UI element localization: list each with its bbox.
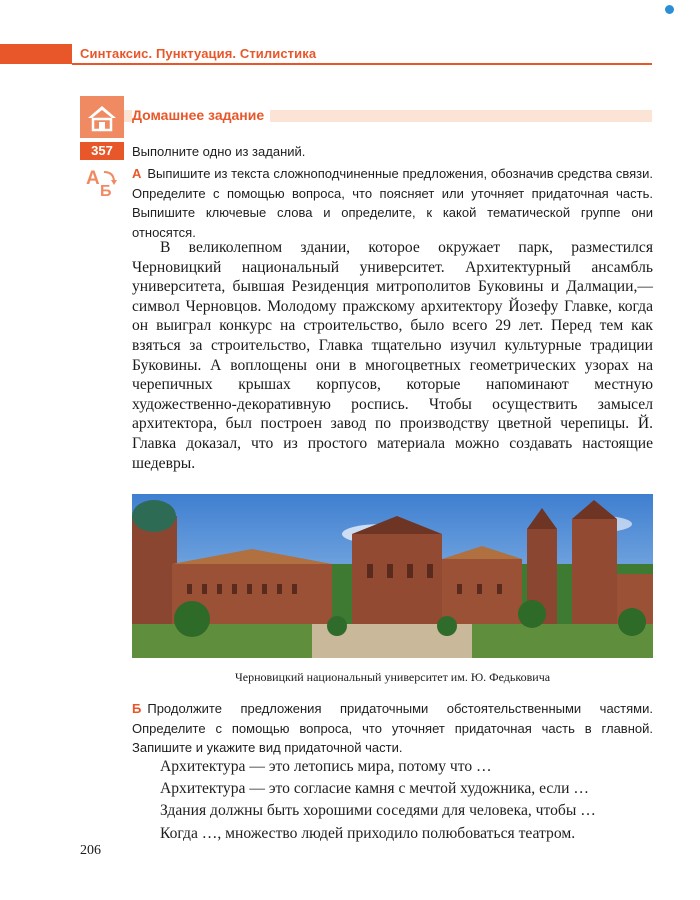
home-icon bbox=[80, 96, 124, 138]
photo-caption: Черновицкий национальный университет им. Ю. Федьковича bbox=[234, 670, 551, 684]
task-a-letter: А bbox=[132, 166, 142, 181]
quote-list bbox=[160, 756, 655, 845]
homework-title: Домашнее задание bbox=[132, 107, 270, 123]
svg-text:А: А bbox=[86, 168, 100, 189]
abc-icon bbox=[84, 166, 122, 200]
quote-item: Когда …, множество людей приходило полюбоваться театром. bbox=[160, 824, 576, 842]
task-b bbox=[132, 699, 653, 758]
section-underline bbox=[72, 63, 652, 65]
task-a-text: Выпишите из текста сложноподчиненные предложения, обозначив средства связи. Определите с помощью вопроса, что поясняет или уточняет придаточная часть. Выпишите ключевые слова и определите, к какой тематической группе они относятся. bbox=[132, 166, 653, 240]
task-a bbox=[132, 164, 653, 242]
task-b-text: Продолжите предложения придаточными обстоятельственными частями. Определите с помощью вопроса, что уточняет придаточная часть в главной. Запишите и укажите вид придаточной части. bbox=[132, 701, 653, 755]
page-number: 206 bbox=[80, 843, 101, 858]
university-photo bbox=[132, 494, 653, 658]
quote-item: Архитектура — это летопись мира, потому что … bbox=[160, 758, 492, 775]
section-header-accent bbox=[0, 44, 72, 64]
task-number: 357 bbox=[80, 142, 124, 160]
quote-item: Архитектура — это согласие камня с мечтой художника, если … bbox=[160, 780, 589, 798]
svg-text:Б: Б bbox=[100, 183, 112, 200]
quote-item: Здания должны быть хорошими соседями для человека, чтобы … bbox=[160, 802, 596, 820]
reading-passage: В великолепном здании, которое окружает парк, разместился Черновицкий национальный университет. Архитектурный ансамбль университета, бывшая Резиденция митрополитов Буковины и Далмации,— символ Черновцов. Молодому пражскому архитектору Йозефу Главке, когда он выиграл конкурс на строительство, было всего 29 лет. Перед тем как взяться за строительство, Главка тщательно изучил культурные традиции Буковины. А воплощены они в многоцветных геометрических узорах на черепичных крышах корпусов, которые напоминают местную художественно-декоративную роспись. Чтобы осуществить замысел архитектора, был построен завод по производству цветной черепицы. Й. Главка доказал, что из простого материала можно создавать настоящие шедевры. bbox=[132, 239, 653, 472]
task-intro: Выполните одно из заданий. bbox=[132, 144, 306, 159]
publisher-logo-icon bbox=[665, 3, 695, 15]
task-b-letter: Б bbox=[132, 701, 142, 716]
section-title: Синтаксис. Пунктуация. Стилистика bbox=[80, 46, 317, 61]
